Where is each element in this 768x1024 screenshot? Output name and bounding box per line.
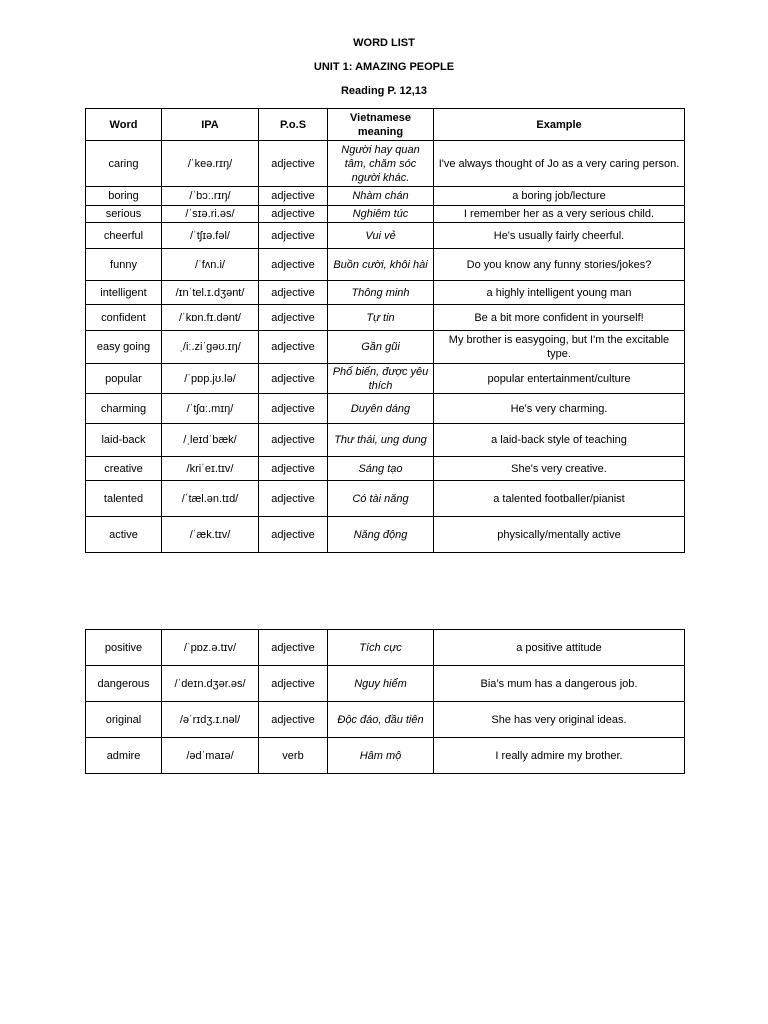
table-row	[86, 331, 685, 364]
cell-ipa: ˌ/iː.ziˈɡəʊ.ɪŋ/	[162, 331, 259, 364]
table-row	[86, 223, 685, 249]
table-row	[86, 666, 685, 702]
cell-pos: adjective	[259, 331, 328, 364]
cell-pos: adjective	[259, 249, 328, 281]
cell-ipa: /ˈfʌn.i/	[162, 249, 259, 281]
cell-example: She has very original ideas.	[434, 702, 685, 738]
cell-ipa: /ˌleɪdˈbæk/	[162, 424, 259, 457]
cell-example: I remember her as a very serious child.	[434, 206, 685, 223]
cell-word: intelligent	[86, 281, 162, 305]
cell-vietnamese: Nguy hiểm	[328, 666, 434, 702]
cell-example: Be a bit more confident in yourself!	[434, 305, 685, 331]
cell-vietnamese: Có tài năng	[328, 481, 434, 517]
table-row	[86, 206, 685, 223]
cell-example: He's usually fairly cheerful.	[434, 223, 685, 249]
cell-vietnamese: Duyên dáng	[328, 394, 434, 424]
table-row	[86, 281, 685, 305]
cell-ipa: /ˈsɪə.ri.əs/	[162, 206, 259, 223]
cell-vietnamese: Năng động	[328, 517, 434, 553]
cell-example: He's very charming.	[434, 394, 685, 424]
cell-ipa: /əˈrɪdʒ.ɪ.nəl/	[162, 702, 259, 738]
table-row	[86, 517, 685, 553]
cell-vietnamese: Hâm mộ	[328, 738, 434, 774]
cell-word: caring	[86, 141, 162, 187]
cell-example: a highly intelligent young man	[434, 281, 685, 305]
table-row	[86, 305, 685, 331]
cell-example: Do you know any funny stories/jokes?	[434, 249, 685, 281]
table-row	[86, 630, 685, 666]
cell-example: popular entertainment/culture	[434, 364, 685, 394]
cell-word: creative	[86, 457, 162, 481]
table-row	[86, 457, 685, 481]
cell-vietnamese: Thư thái, ung dung	[328, 424, 434, 457]
cell-vietnamese: Tự tin	[328, 305, 434, 331]
cell-word: charming	[86, 394, 162, 424]
cell-word: boring	[86, 187, 162, 206]
cell-pos: adjective	[259, 305, 328, 331]
cell-word: active	[86, 517, 162, 553]
vocabulary-table-2	[85, 629, 685, 774]
cell-example: a boring job/lecture	[434, 187, 685, 206]
cell-ipa: /ˈkeə.rɪŋ/	[162, 141, 259, 187]
table-row	[86, 702, 685, 738]
cell-ipa: /ˈæk.tɪv/	[162, 517, 259, 553]
cell-pos: adjective	[259, 394, 328, 424]
cell-vietnamese: Tích cực	[328, 630, 434, 666]
cell-word: admire	[86, 738, 162, 774]
column-header-vietnamese: Vietnamese meaning	[328, 109, 434, 141]
cell-pos: adjective	[259, 187, 328, 206]
cell-pos: adjective	[259, 424, 328, 457]
cell-word: talented	[86, 481, 162, 517]
cell-pos: adjective	[259, 666, 328, 702]
cell-vietnamese: Nghiêm túc	[328, 206, 434, 223]
cell-vietnamese: Sáng tạo	[328, 457, 434, 481]
cell-pos: adjective	[259, 364, 328, 394]
table-row	[86, 364, 685, 394]
cell-pos: verb	[259, 738, 328, 774]
cell-example: I've always thought of Jo as a very caring person.	[434, 141, 685, 187]
cell-vietnamese: Vui vẻ	[328, 223, 434, 249]
cell-ipa: /ˈbɔː.rɪŋ/	[162, 187, 259, 206]
cell-ipa: /ˈpɒp.jʊ.lə/	[162, 364, 259, 394]
table-row	[86, 187, 685, 206]
cell-pos: adjective	[259, 141, 328, 187]
cell-ipa: /ˈtʃɪə.fəl/	[162, 223, 259, 249]
cell-pos: adjective	[259, 457, 328, 481]
table-row	[86, 249, 685, 281]
cell-example: physically/mentally active	[434, 517, 685, 553]
cell-pos: adjective	[259, 630, 328, 666]
cell-example: I really admire my brother.	[434, 738, 685, 774]
cell-example: a positive attitude	[434, 630, 685, 666]
column-header-example: Example	[434, 109, 685, 141]
vocabulary-table-1	[85, 108, 685, 553]
cell-vietnamese: Phổ biến, được yêu thích	[328, 364, 434, 394]
cell-pos: adjective	[259, 206, 328, 223]
cell-word: popular	[86, 364, 162, 394]
cell-vietnamese: Thông minh	[328, 281, 434, 305]
cell-example: My brother is easygoing, but I'm the excitable type.	[434, 331, 685, 364]
cell-word: easy going	[86, 331, 162, 364]
cell-ipa: /ˈkɒn.fɪ.dənt/	[162, 305, 259, 331]
cell-vietnamese: Người hay quan tâm, chăm sóc người khác.	[328, 141, 434, 187]
cell-word: original	[86, 702, 162, 738]
cell-pos: adjective	[259, 702, 328, 738]
cell-word: serious	[86, 206, 162, 223]
table-row	[86, 141, 685, 187]
cell-vietnamese: Độc đáo, đầu tiên	[328, 702, 434, 738]
cell-example: a talented footballer/pianist	[434, 481, 685, 517]
cell-vietnamese: Buồn cười, khôi hài	[328, 249, 434, 281]
cell-word: laid-back	[86, 424, 162, 457]
cell-example: Bia’s mum has a dangerous job.	[434, 666, 685, 702]
reading-pages: Reading P. 12,13	[340, 85, 427, 97]
cell-ipa: /ˈtʃɑː.mɪŋ/	[162, 394, 259, 424]
cell-ipa: /kriˈeɪ.tɪv/	[162, 457, 259, 481]
cell-pos: adjective	[259, 481, 328, 517]
cell-example: She's very creative.	[434, 457, 685, 481]
cell-pos: adjective	[259, 281, 328, 305]
cell-vietnamese: Nhàm chán	[328, 187, 434, 206]
cell-word: cheerful	[86, 223, 162, 249]
cell-word: confident	[86, 305, 162, 331]
table-header-row	[86, 109, 685, 141]
table-row	[86, 738, 685, 774]
cell-vietnamese: Gần gũi	[328, 331, 434, 364]
cell-word: positive	[86, 630, 162, 666]
cell-ipa: /ədˈmaɪə/	[162, 738, 259, 774]
cell-pos: adjective	[259, 517, 328, 553]
cell-example: a laid-back style of teaching	[434, 424, 685, 457]
cell-ipa: /ˈpɒz.ə.tɪv/	[162, 630, 259, 666]
column-header-word: Word	[86, 109, 162, 141]
cell-ipa: /ˈdeɪn.dʒər.əs/	[162, 666, 259, 702]
table-row	[86, 481, 685, 517]
word-list-title: WORD LIST	[353, 37, 415, 49]
cell-pos: adjective	[259, 223, 328, 249]
cell-ipa: /ˈtæl.ən.tɪd/	[162, 481, 259, 517]
cell-word: dangerous	[86, 666, 162, 702]
cell-ipa: /ɪnˈtel.ɪ.dʒənt/	[162, 281, 259, 305]
table-row	[86, 424, 685, 457]
column-header-ipa: IPA	[162, 109, 259, 141]
unit-title: UNIT 1: AMAZING PEOPLE	[313, 61, 455, 73]
column-header-pos: P.o.S	[259, 109, 328, 141]
cell-word: funny	[86, 249, 162, 281]
table-row	[86, 394, 685, 424]
